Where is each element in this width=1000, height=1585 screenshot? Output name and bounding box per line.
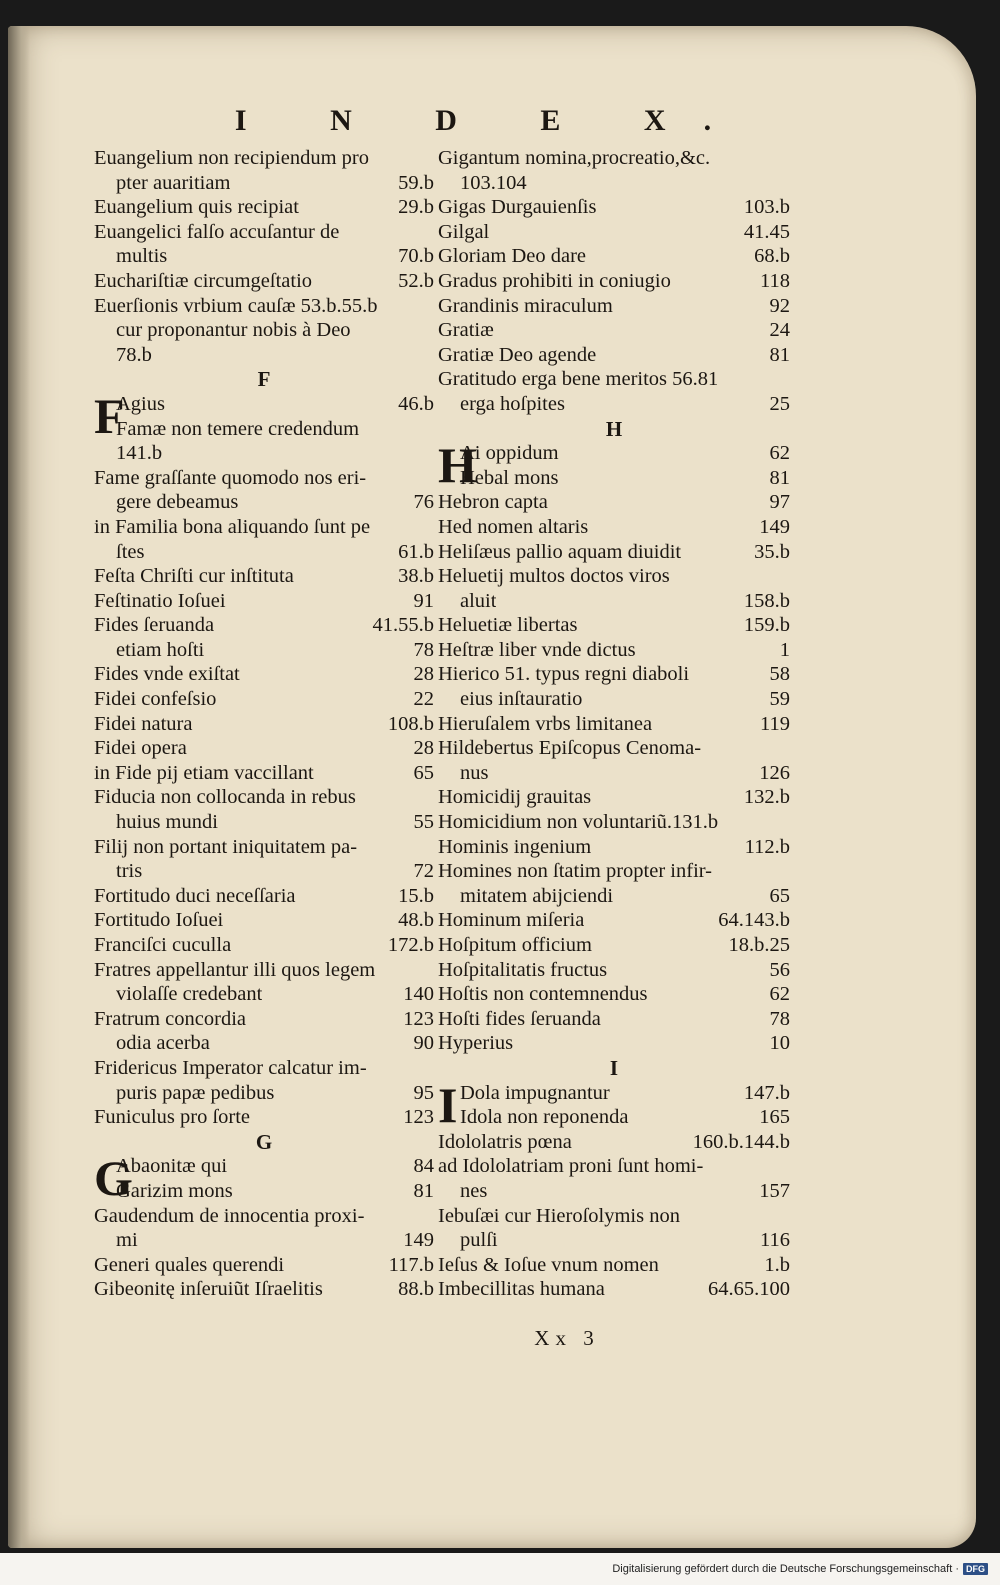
entry-term: Hominum miſeria [438, 909, 585, 932]
entry-page-ref: 59 [769, 688, 790, 711]
entry-term: Famæ non temere credendum [116, 417, 360, 440]
index-entry [94, 318, 434, 343]
entry-term: Hierico 51. typus regni diaboli [438, 663, 690, 686]
index-entry [438, 220, 790, 245]
entry-page-ref: 149 [403, 1229, 434, 1252]
index-entry [438, 318, 790, 343]
index-entry [438, 392, 790, 417]
index-entry [94, 564, 434, 589]
entry-term: erga hoſpites [460, 392, 565, 415]
index-entry [438, 244, 790, 269]
entry-page-ref: 95 [413, 1081, 434, 1104]
entry-term: Ai oppidum [460, 442, 559, 465]
entry-term: mitatem abijciendi [460, 884, 614, 907]
index-entry [438, 146, 790, 171]
entry-term: Hoſtis non contemnendus [438, 983, 648, 1006]
page-title: I N D E X. [234, 104, 750, 137]
entry-page-ref: 1.b [764, 1253, 790, 1276]
index-entry [94, 1105, 434, 1130]
entry-term: Imbecillitas humana [438, 1278, 605, 1301]
index-entry [438, 490, 790, 515]
entry-term: 141.b [116, 442, 163, 465]
entry-term: 78.b [116, 343, 152, 366]
index-entry [94, 613, 434, 638]
entry-page-ref: 52.b [398, 269, 434, 292]
entry-page-ref: 108.b [387, 712, 434, 735]
index-entry [438, 884, 790, 909]
entry-term: Euerſionis vrbium cauſæ 53.b.55.b [94, 294, 378, 317]
entry-term: Garizim mons [116, 1179, 233, 1202]
entry-page-ref: 147.b [743, 1081, 790, 1104]
index-entry [438, 1228, 790, 1253]
entry-term: Fidei opera [94, 737, 187, 760]
entry-term: Heſtræ liber vnde dictus [438, 638, 636, 661]
entry-page-ref: 159.b [743, 614, 790, 637]
index-entry [94, 908, 434, 933]
index-entry [94, 958, 434, 983]
entry-term: violaſſe credebant [116, 983, 263, 1006]
index-entry [438, 1031, 790, 1056]
entry-page-ref: 116 [760, 1229, 790, 1252]
entry-term: Gradus prohibiti in coniugio [438, 269, 671, 292]
index-entry [438, 761, 790, 786]
section-letter: H [605, 416, 623, 441]
entry-page-ref: 117.b [388, 1253, 434, 1276]
entry-page-ref: 78 [413, 638, 434, 661]
entry-page-ref: 91 [413, 589, 434, 612]
entry-term: Feſtinatio Ioſuei [94, 589, 226, 612]
entry-term: Homicidij grauitas [438, 786, 592, 809]
section-letter: G [255, 1129, 273, 1154]
index-entry [94, 171, 434, 196]
entry-page-ref: 119 [760, 712, 790, 735]
initial-block [438, 1076, 790, 1133]
entry-page-ref: 28 [413, 737, 434, 760]
index-entry [94, 638, 434, 663]
index-entry [94, 1007, 434, 1032]
entry-term: multis [116, 245, 168, 268]
entry-term: Filij non portant iniquitatem pa- [94, 835, 358, 858]
entry-page-ref: 165 [759, 1106, 790, 1129]
entry-term: pulſi [460, 1229, 498, 1252]
entry-term: Gloriam Deo dare [438, 245, 586, 268]
index-entry [438, 908, 790, 933]
entry-term: tris [116, 860, 143, 883]
index-entry [438, 441, 790, 466]
entry-term: in Familia bona aliquando ſunt pe [94, 515, 371, 538]
index-entry [438, 269, 790, 294]
entry-page-ref: 28 [413, 663, 434, 686]
index-entry [94, 1179, 434, 1204]
index-entry [94, 417, 434, 442]
drop-cap-initial: H [438, 437, 477, 494]
section-letter: I [609, 1055, 619, 1080]
index-entry [94, 982, 434, 1007]
entry-page-ref: 157 [759, 1179, 790, 1202]
entry-page-ref: 15.b [398, 884, 434, 907]
entry-term: Hyperius [438, 1032, 514, 1055]
entry-term: Agius [116, 392, 165, 415]
index-entry [438, 343, 790, 368]
signature-mark: Xx 3 [534, 1326, 600, 1350]
index-entry [94, 933, 434, 958]
entry-term: Fratres appellantur illi quos legem [94, 958, 376, 981]
index-entry [438, 1179, 790, 1204]
index-entry [94, 662, 434, 687]
entry-term: Feſta Chriſti cur inſtituta [94, 565, 294, 588]
section-letter: F [257, 367, 271, 392]
entry-page-ref: 118 [760, 269, 790, 292]
entry-term: Hieruſalem vrbs limitanea [438, 712, 653, 735]
initial-block [438, 437, 790, 494]
index-entry [94, 466, 434, 491]
entry-page-ref: 103.b [743, 196, 790, 219]
index-column-right [438, 146, 790, 1302]
entry-term: Generi quales querendi [94, 1253, 285, 1276]
entry-term: Hoſpitum officium [438, 934, 592, 956]
index-entry [94, 515, 434, 540]
entry-term: pter auaritiam [116, 171, 231, 194]
entry-page-ref: 55 [413, 811, 434, 834]
index-entry [94, 1056, 434, 1081]
entry-term: Hominis ingenium [438, 835, 592, 858]
index-entry [438, 589, 790, 614]
index-entry [438, 1105, 790, 1130]
entry-page-ref: 38.b [398, 565, 434, 588]
entry-page-ref: 81 [769, 343, 790, 366]
entry-page-ref: 65 [769, 884, 790, 907]
entry-page-ref: 88.b [398, 1278, 434, 1301]
index-entry [438, 662, 790, 687]
entry-term: 103.104 [460, 171, 527, 194]
entry-term: Euangelici falſo accuſantur de [94, 220, 340, 243]
entry-term: Gigas Durgauienſis [438, 196, 597, 219]
drop-cap-initial: F [94, 387, 125, 444]
entry-term: Grandinis miraculum [438, 294, 613, 317]
entry-page-ref: 58 [769, 663, 790, 686]
index-entry [94, 220, 434, 245]
index-entry [94, 859, 434, 884]
index-entry [94, 1253, 434, 1278]
entry-term: Gibeonitę inſeruiũt Iſraelitis [94, 1278, 323, 1301]
credit-text: Digitalisierung gefördert durch die Deutsche Forschungsgemeinschaft · [612, 1563, 959, 1575]
index-entry [94, 1228, 434, 1253]
index-entry [438, 933, 790, 958]
entry-term: Fortitudo duci neceſſaria [94, 884, 296, 907]
initial-block [94, 1150, 434, 1207]
entry-term: Hoſpitalitatis fructus [438, 958, 608, 981]
entry-page-ref: 92 [769, 294, 790, 317]
entry-term: Fratrum concordia [94, 1007, 246, 1030]
entry-term: eius inſtauratio [460, 688, 583, 711]
index-entry [438, 171, 790, 196]
entry-page-ref: 1 [779, 638, 790, 661]
entry-term: Euangelium non recipiendum pro [94, 147, 369, 169]
entry-term: Gratiæ [438, 319, 494, 342]
index-entry [94, 195, 434, 220]
entry-page-ref: 72 [413, 860, 434, 883]
entry-term: odia acerba [116, 1032, 210, 1055]
entry-term: Fidei confeſsio [94, 688, 217, 711]
index-entry [94, 1154, 434, 1179]
entry-page-ref: 90 [413, 1032, 434, 1055]
drop-cap-initial: G [94, 1150, 133, 1207]
entry-page-ref: 61.b [398, 540, 434, 563]
index-entry [94, 294, 434, 319]
index-entry [94, 761, 434, 786]
index-entry [438, 540, 790, 565]
entry-term: Euangelium quis recipiat [94, 196, 299, 219]
entry-term: Fides vnde exiſtat [94, 663, 240, 686]
entry-term: Gigantum nomina,procreatio,&c. [438, 147, 711, 169]
initial-block [94, 387, 434, 444]
entry-term: Gaudendum de innocentia proxi- [94, 1204, 365, 1227]
entry-page-ref: 62 [769, 442, 790, 465]
entry-term: Abaonitæ qui [116, 1155, 228, 1178]
drop-cap-initial: I [438, 1076, 458, 1133]
entry-page-ref: 160.b.144.b [692, 1130, 790, 1153]
index-entry [438, 810, 790, 835]
entry-page-ref: 24 [769, 319, 790, 342]
entry-term: Idola non reponenda [460, 1106, 629, 1129]
index-entry [438, 638, 790, 663]
entry-page-ref: 172.b [387, 934, 434, 956]
entry-term: Heluetij multos doctos viros [438, 565, 670, 588]
entry-term: Hebron capta [438, 491, 548, 514]
entry-page-ref: 123 [403, 1007, 434, 1030]
entry-term: Fiducia non collocanda in rebus [94, 786, 356, 809]
entry-page-ref: 97 [769, 491, 790, 514]
index-entry [94, 736, 434, 761]
index-entry [438, 1277, 790, 1302]
index-entry [94, 146, 434, 171]
entry-term: Fidei natura [94, 712, 193, 735]
credit-bar [0, 1553, 1000, 1585]
entry-term: Fame graſſante quomodo nos eri- [94, 466, 367, 489]
page-spine-shadow [8, 26, 30, 1548]
entry-term: Dola impugnantur [460, 1081, 610, 1104]
entry-term: cur proponantur nobis à Deo [116, 319, 351, 342]
entry-page-ref: 81 [769, 466, 790, 489]
entry-page-ref: 59.b [398, 171, 434, 194]
index-entry [438, 367, 790, 392]
index-entry [438, 1081, 790, 1106]
book-page [8, 26, 976, 1548]
entry-term: nus [460, 761, 489, 784]
entry-term: ad Idololatriam proni ſunt homi- [438, 1155, 704, 1178]
entry-term: Fides ſeruanda [94, 614, 215, 637]
index-entry [94, 1031, 434, 1056]
index-entry [94, 392, 434, 417]
entry-page-ref: 64.65.100 [708, 1278, 790, 1301]
entry-term: mi [116, 1229, 138, 1252]
entry-page-ref: 132.b [743, 786, 790, 809]
entry-term: Gratitudo erga bene meritos 56.81 [438, 368, 719, 391]
entry-term: Euchariſtiæ circumgeſtatio [94, 269, 313, 292]
entry-term: puris papæ pedibus [116, 1081, 275, 1104]
entry-term: Gilgal [438, 220, 490, 243]
entry-page-ref: 68.b [754, 245, 790, 268]
entry-term: Heluetiæ libertas [438, 614, 578, 637]
index-entry [94, 244, 434, 269]
index-entry [438, 687, 790, 712]
index-entry [438, 195, 790, 220]
entry-term: Fortitudo Ioſuei [94, 909, 224, 932]
index-entry [94, 269, 434, 294]
entry-term: aluit [460, 589, 497, 612]
entry-page-ref: 22 [413, 688, 434, 711]
entry-page-ref: 140 [403, 983, 434, 1006]
entry-term: nes [460, 1179, 488, 1202]
entry-page-ref: 41.45 [743, 220, 790, 243]
index-entry [438, 466, 790, 491]
index-entry [94, 490, 434, 515]
index-entry [94, 1081, 434, 1106]
entry-term: Fridericus Imperator calcatur im- [94, 1056, 367, 1079]
index-entry [438, 958, 790, 983]
entry-term: Funiculus pro ſorte [94, 1106, 251, 1129]
entry-term: huius mundi [116, 811, 218, 834]
entry-page-ref: 35.b [754, 540, 790, 563]
entry-term: ſtes [116, 540, 145, 563]
entry-term: Heliſæus pallio aquam diuidit [438, 540, 682, 563]
entry-term: Homines non ſtatim propter infir- [438, 860, 713, 883]
index-entry [438, 712, 790, 737]
entry-term: Iebuſæi cur Hieroſolymis non [438, 1204, 680, 1227]
index-entry [438, 835, 790, 860]
index-entry [438, 1253, 790, 1278]
entry-page-ref: 81 [413, 1179, 434, 1202]
index-entry [438, 1204, 790, 1229]
entry-page-ref: 78 [769, 1007, 790, 1030]
index-entry [94, 712, 434, 737]
entry-page-ref: 18.b.25 [728, 934, 790, 956]
entry-term: etiam hoſti [116, 638, 205, 661]
index-entry [438, 736, 790, 761]
index-entry [438, 859, 790, 884]
entry-page-ref: 29.b [398, 196, 434, 219]
index-entry [94, 785, 434, 810]
entry-page-ref: 25 [769, 392, 790, 415]
index-entry [94, 810, 434, 835]
entry-page-ref: 46.b [398, 392, 434, 415]
entry-page-ref: 112.b [744, 835, 790, 858]
index-entry [94, 1277, 434, 1302]
entry-term: gere debeamus [116, 491, 239, 514]
entry-term: Hebal mons [460, 466, 559, 489]
index-entry [438, 564, 790, 589]
entry-page-ref: 70.b [398, 245, 434, 268]
entry-page-ref: 48.b [398, 909, 434, 932]
entry-term: Franciſci cuculla [94, 934, 232, 956]
index-entry [438, 613, 790, 638]
entry-page-ref: 126 [759, 761, 790, 784]
index-entry [94, 884, 434, 909]
entry-page-ref: 158.b [743, 589, 790, 612]
index-entry [94, 540, 434, 565]
index-entry [438, 785, 790, 810]
index-entry [438, 982, 790, 1007]
index-entry [438, 1130, 790, 1155]
entry-page-ref: 149 [759, 515, 790, 538]
index-entry [94, 589, 434, 614]
index-entry [438, 1154, 790, 1179]
entry-page-ref: 56 [769, 958, 790, 981]
entry-page-ref: 10 [769, 1032, 790, 1055]
index-entry [94, 441, 434, 466]
entry-term: Hed nomen altaris [438, 515, 589, 538]
entry-page-ref: 41.55.b [372, 614, 434, 637]
index-entry [94, 1204, 434, 1229]
entry-term: Ieſus & Ioſue vnum nomen [438, 1253, 659, 1276]
entry-page-ref: 123 [403, 1106, 434, 1129]
entry-term: in Fide pij etiam vaccillant [94, 761, 314, 784]
entry-page-ref: 64.143.b [718, 909, 790, 932]
entry-page-ref: 84 [413, 1155, 434, 1178]
entry-term: Hoſti fides ſeruanda [438, 1007, 601, 1030]
entry-term: Gratiæ Deo agende [438, 343, 597, 366]
entry-page-ref: 62 [769, 983, 790, 1006]
index-entry [94, 687, 434, 712]
index-column-left [94, 146, 434, 1302]
entry-page-ref: 76 [413, 491, 434, 514]
index-entry [438, 515, 790, 540]
index-entry [94, 835, 434, 860]
entry-term: Hildebertus Epiſcopus Cenoma- [438, 737, 702, 760]
index-entry [438, 1007, 790, 1032]
entry-page-ref: 65 [413, 761, 434, 784]
entry-term: Idololatris pœna [438, 1130, 572, 1153]
index-entry [438, 294, 790, 319]
entry-term: Homicidium non voluntariũ.131.b [438, 811, 719, 834]
dfg-logo: DFG [963, 1563, 988, 1575]
index-entry [94, 343, 434, 368]
